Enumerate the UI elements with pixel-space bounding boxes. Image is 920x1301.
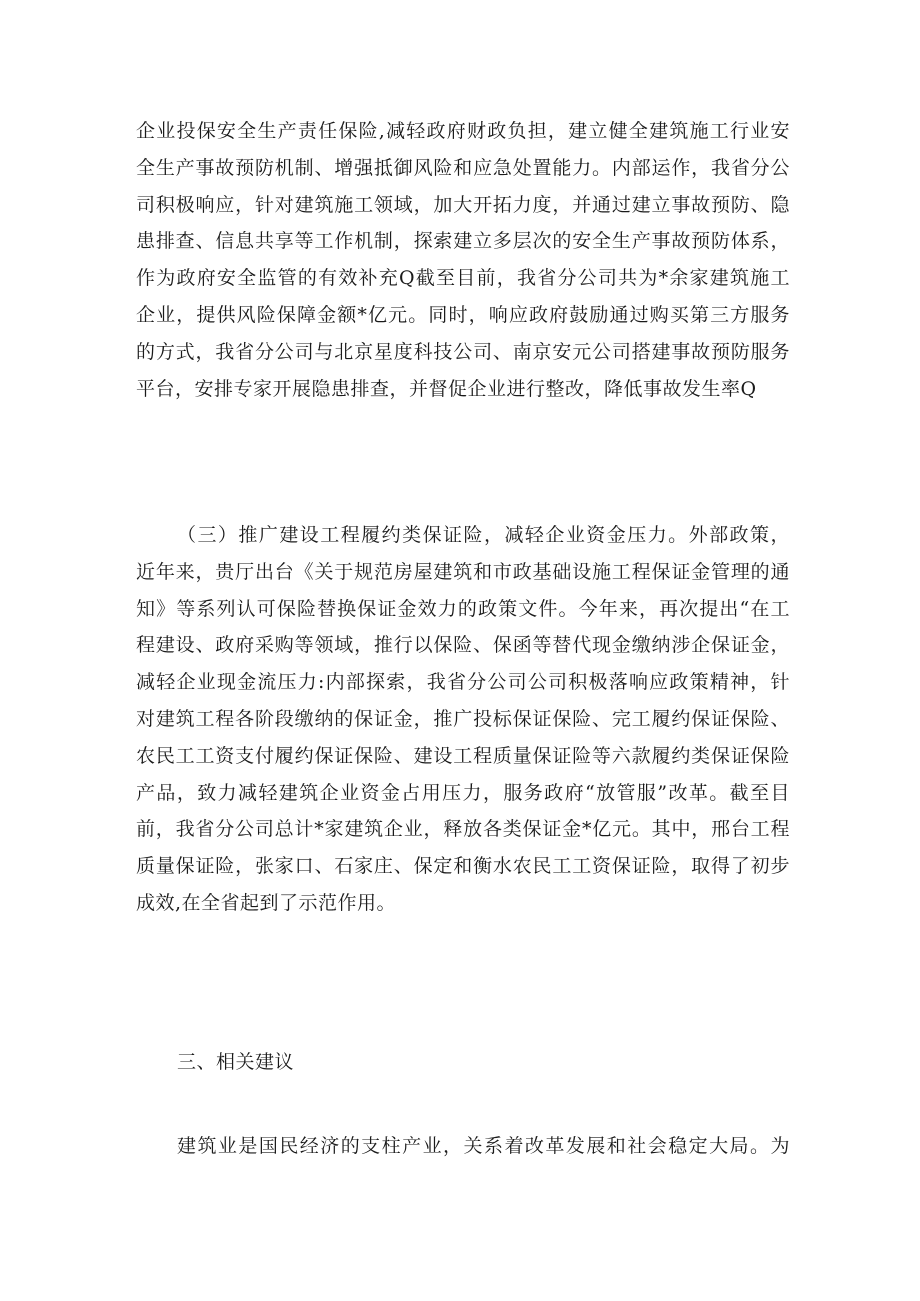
paragraph-line: 减轻企业现金流压力:内部探索，我省分公司公司积极落响应政策精神，针: [136, 671, 790, 694]
paragraph-line: （三）推广建设工程履约类保证险，减轻企业资金压力。外部政策，: [177, 524, 790, 546]
paragraph-line: 作为政府安全监管的有效补充Q截至目前，我省分公司共为*余家建筑施工: [136, 267, 790, 290]
paragraph-line: 患排查、信息共享等工作机制，探索建立多层次的安全生产事故预防体系，: [136, 230, 790, 253]
paragraph-line: 质量保证险，张家口、石家庄、保定和衡水农民工工资保证险，取得了初步: [136, 855, 790, 878]
paragraph-line: 成效,在全省起到了示范作用。: [136, 891, 397, 914]
paragraph-line: 全生产事故预防机制、增强抵御风险和应急处置能力。内部运作，我省分公: [136, 156, 790, 179]
paragraph-line: 程建设、政府采购等领域，推行以保险、保函等替代现金缴纳涉企保证金，: [136, 634, 790, 657]
paragraph-performance-bond-insurance: [136, 517, 790, 922]
paragraph-line: 企业投保安全生产责任保险,减轻政府财政负担，建立健全建筑施工行业安: [136, 120, 790, 142]
paragraph-line: 司积极响应，针对建筑施工领域，加大开拓力度，并通过建立事故预防、隐: [136, 193, 790, 216]
paragraph-line: 农民工工资支付履约保证保险、建设工程质量保证险等六款履约类保证保险: [136, 744, 790, 767]
paragraph-line: 知》等系列认可保险替换保证金效力的政策文件。今年来，再次提出“在工: [136, 597, 790, 620]
paragraph-line: 平台，安排专家开展隐患排查，并督促企业进行整改，降低事故发生率Q: [136, 377, 757, 400]
paragraph-line: 的方式，我省分公司与北京星度科技公司、南京安元公司搭建事故预防服务: [136, 340, 790, 363]
section-heading: 三、相关建议: [177, 1051, 295, 1073]
paragraph-line: 前，我省分公司总计*家建筑企业，释放各类保证金*亿元。其中，邢台工程: [136, 818, 790, 841]
paragraph-insurance-safety: [136, 113, 790, 407]
paragraph-line: 企业，提供风险保障金额*亿元。同时，响应政府鼓励通过购买第三方服务: [136, 303, 790, 326]
section-heading-suggestions: [136, 1044, 790, 1081]
paragraph-line: 近年来，贵厅出台《关于规范房屋建筑和市政基础设施工程保证金管理的通: [136, 560, 790, 583]
paragraph-line: 对建筑工程各阶段缴纳的保证金，推广投标保证保险、完工履约保证保险、: [136, 707, 790, 730]
paragraph-line: 建筑业是国民经济的支柱产业，关系着改革发展和社会稳定大局。为: [177, 1135, 790, 1157]
paragraph-line: 产品，致力减轻建筑企业资金占用压力，服务政府“放管服”改革。截至目: [136, 781, 790, 804]
paragraph-construction-industry: [136, 1128, 790, 1165]
